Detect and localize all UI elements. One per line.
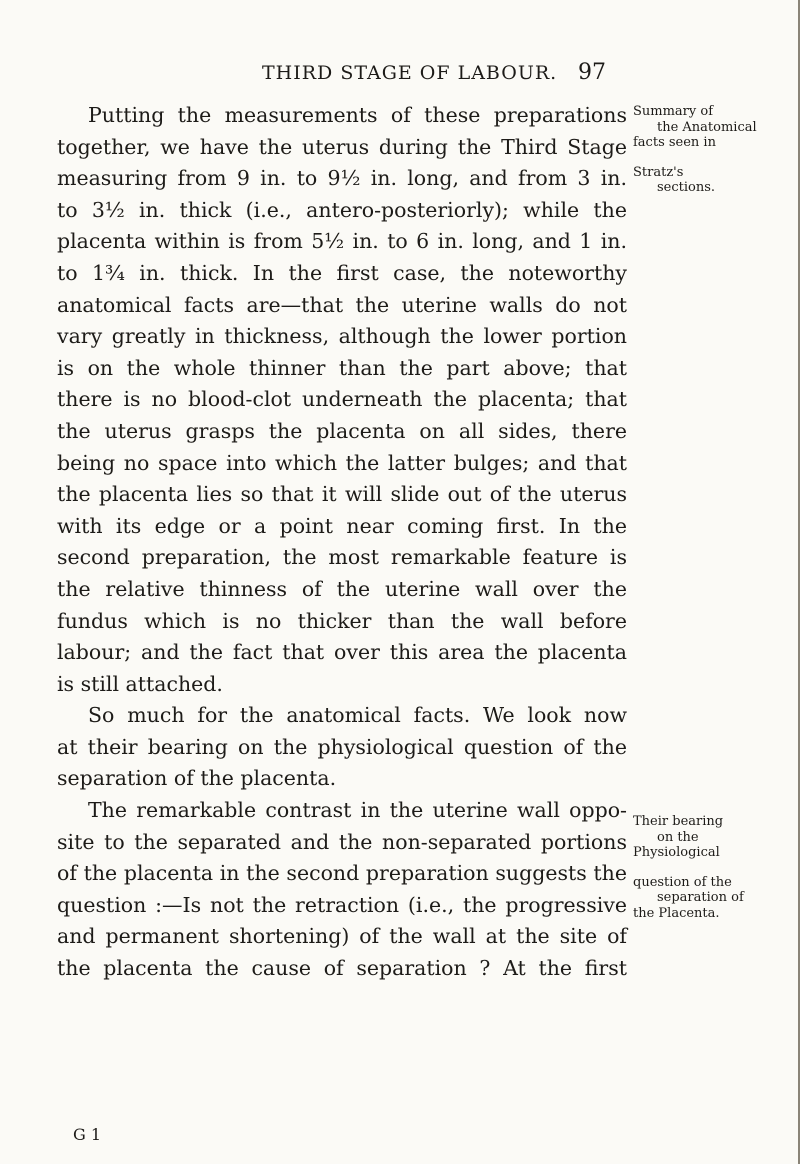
page-number: 97: [578, 60, 606, 85]
margin-note-line: Stratz's: [633, 164, 684, 180]
margin-note-line: the Placenta.: [633, 905, 720, 921]
text-line: second preparation, the most remarkable feature is: [57, 545, 627, 570]
text-line: is still attached.: [57, 671, 223, 696]
text-line: vary greatly in thickness, although the lower portion: [57, 324, 627, 349]
text-line: the relative thinness of the uterine wall over the: [57, 576, 627, 601]
text-line: at their bearing on the physiological question of the: [57, 734, 627, 759]
margin-note-line: on the: [657, 829, 699, 845]
text-line: site to the separated and the non-separated portions: [57, 829, 627, 854]
text-line: to 1¾ in. thick. In the first case, the noteworthy: [57, 260, 627, 285]
text-line: the placenta the cause of separation ? At the first: [57, 956, 627, 981]
margin-note-line: Summary of: [633, 104, 714, 119]
text-line: So much for the anatomical facts. We look now: [88, 703, 627, 728]
running-title: THIRD STAGE OF LABOUR.: [262, 62, 558, 84]
text-line: to 3½ in. thick (i.e., antero-posteriorly); while the: [57, 197, 627, 222]
text-line: question :—Is not the retraction (i.e., the progressive: [57, 892, 627, 917]
margin-note-summary: [633, 104, 798, 196]
text-line: anatomical facts are—that the uterine walls do not: [57, 292, 627, 317]
body-text: [57, 100, 627, 985]
signature-mark: G 1: [73, 1125, 102, 1144]
margin-note-line: facts seen in: [633, 135, 716, 150]
text-line: of the placenta in the second preparation suggests the: [57, 861, 627, 886]
margin-note-line: question of the: [633, 874, 732, 890]
margin-note-line: Physiological: [633, 845, 720, 860]
text-line: labour; and the fact that over this area the placenta: [57, 640, 627, 665]
text-line: together, we have the uterus during the Third Stage: [57, 134, 627, 159]
text-line: measuring from 9 in. to 9½ in. long, and from 3 in.: [57, 166, 627, 191]
text-line: The remarkable contrast in the uterine wall oppo-: [88, 798, 627, 823]
margin-note-line: Their bearing: [633, 814, 724, 829]
margin-note-line: the Anatomical: [657, 119, 757, 135]
margin-note-bearing: [633, 814, 798, 921]
text-line: being no space into which the latter bulges; and that: [57, 450, 627, 475]
text-line: fundus which is no thicker than the wall before: [57, 608, 627, 633]
text-line: with its edge or a point near coming first. In the: [57, 513, 627, 538]
text-line: is on the whole thinner than the part above; that: [57, 355, 627, 380]
text-line: placenta within is from 5½ in. to 6 in. long, and 1 in.: [57, 229, 627, 254]
running-head: [0, 40, 800, 85]
text-line: and permanent shortening) of the wall at the site of: [57, 924, 627, 949]
text-line: the placenta lies so that it will slide out of the uterus: [57, 482, 627, 507]
margin-note-line: sections.: [657, 180, 716, 195]
text-line: separation of the placenta.: [57, 766, 337, 791]
text-line: there is no blood-clot underneath the placenta; that: [57, 387, 627, 412]
text-line: Putting the measurements of these preparations: [88, 103, 627, 127]
margin-note-line: separation of: [657, 890, 744, 905]
text-line: the uterus grasps the placenta on all sides, there: [57, 418, 627, 443]
